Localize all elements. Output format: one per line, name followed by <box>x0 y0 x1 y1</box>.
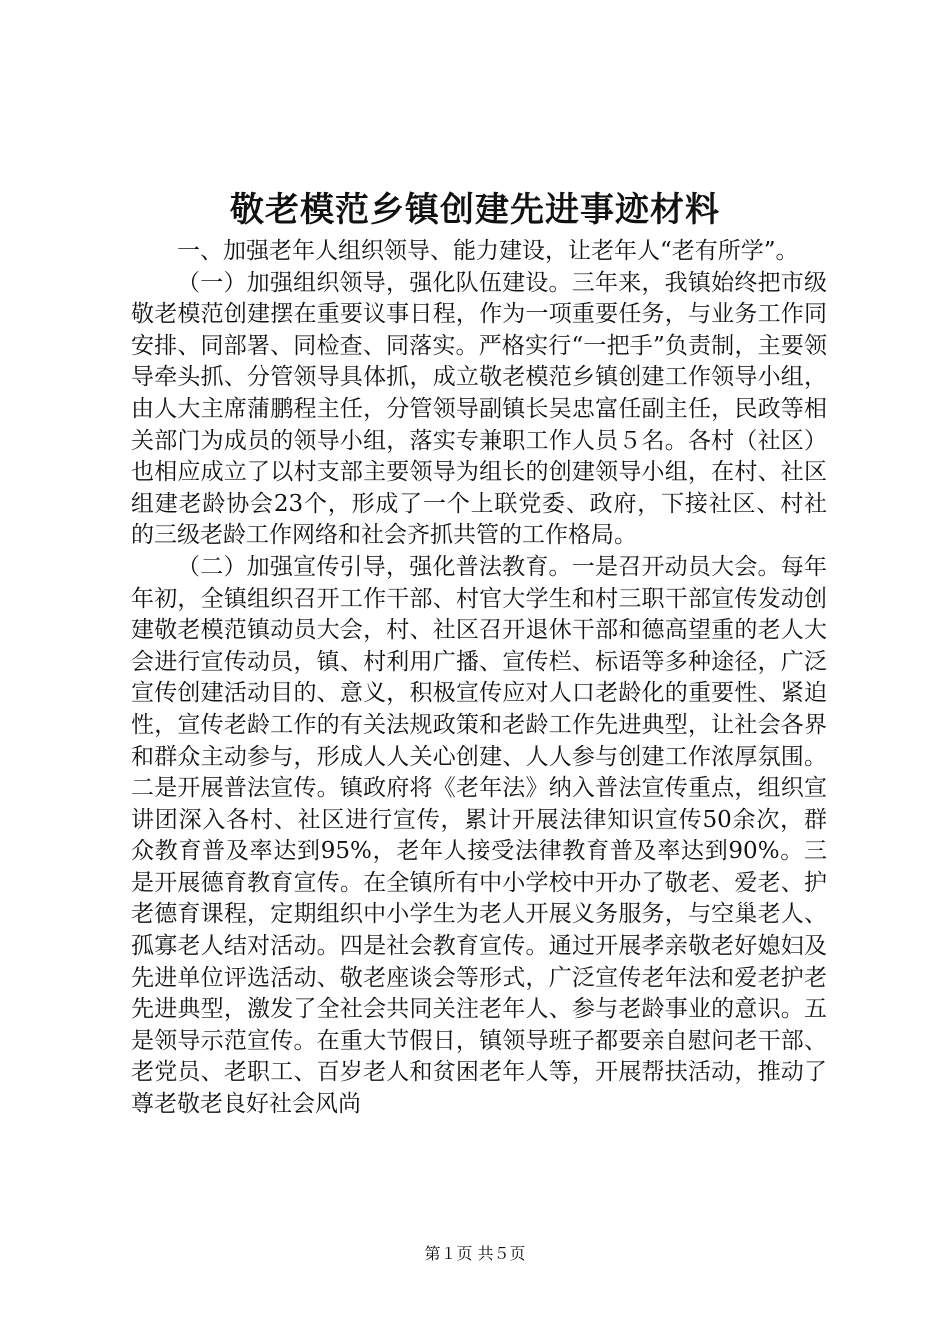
page-number-footer: 第１页 共５页 <box>424 1244 526 1263</box>
paragraph-organization: （一）加强组织领导，强化队伍建设。三年来，我镇始终把市级敬老模范创建摆在重要议事日程，作为一项重要任务，与业务工作同安排、同部署、同检查、同落实。严格实行“一把手”负责制，主要领导牵头抓、分管领导具体抓，成立敬老模范乡镇创建工作领导小组，由人大主席蒲鹏程主任，分管领导副镇长吴忠富任副主任，民政等相关部门为成员的领导小组，落实专兼职工作人员５名。各村（社区）也相应成立了以村支部主要领导为组长的创建领导小组，在村、社区组建老龄协会23个，形成了一个上联党委、政府，下接社区、村社的三级老龄工作网络和社会齐抓共管的工作格局。 <box>131 269 827 549</box>
document-body <box>131 236 827 1121</box>
section-heading: 一、加强老年人组织领导、能力建设，让老年人“老有所学”。 <box>177 238 799 264</box>
paragraph-publicity: （二）加强宣传引导，强化普法教育。一是召开动员大会。每年年初，全镇组织召开工作干部、村官大学生和村三职干部宣传发动创建敬老模范镇动员大会，村、社区召开退休干部和德高望重的老人大会进行宣传动员，镇、村利用广播、宣传栏、标语等多种途径，广泛宣传创建活动目的、意义，积极宣传应对人口老龄化的重要性、紧迫性，宣传老龄工作的有关法规政策和老龄工作先进典型，让社会各界和群众主动参与，形成人人关心创建、人人参与创建工作浓厚氛围。二是开展普法宣传。镇政府将《老年法》纳入普法宣传重点，组织宣讲团深入各村、社区进行宣传，累计开展法律知识宣传50余次，群众教育普及率达到95%，老年人接受法律教育普及率达到90%。三是开展德育教育宣传。在全镇所有中小学校中开办了敬老、爱老、护老德育课程，定期组织中小学生为老人开展义务服务，与空巢老人、孤寡老人结对活动。四是社会教育宣传。通过开展孝亲敬老好媳妇及先进单位评选活动、敬老座谈会等形式，广泛宣传老年法和爱老护老先进典型，激发了全社会共同关注老年人、参与老龄事业的意识。五是领导示范宣传。在重大节假日，镇领导班子都要亲自慰问老干部、老党员、老职工、百岁老人和贫困老年人等，开展帮扶活动，推动了尊老敬老良好社会风尚 <box>131 553 827 1118</box>
document-title: 敬老模范乡镇创建先进事迹材料 <box>230 190 720 230</box>
